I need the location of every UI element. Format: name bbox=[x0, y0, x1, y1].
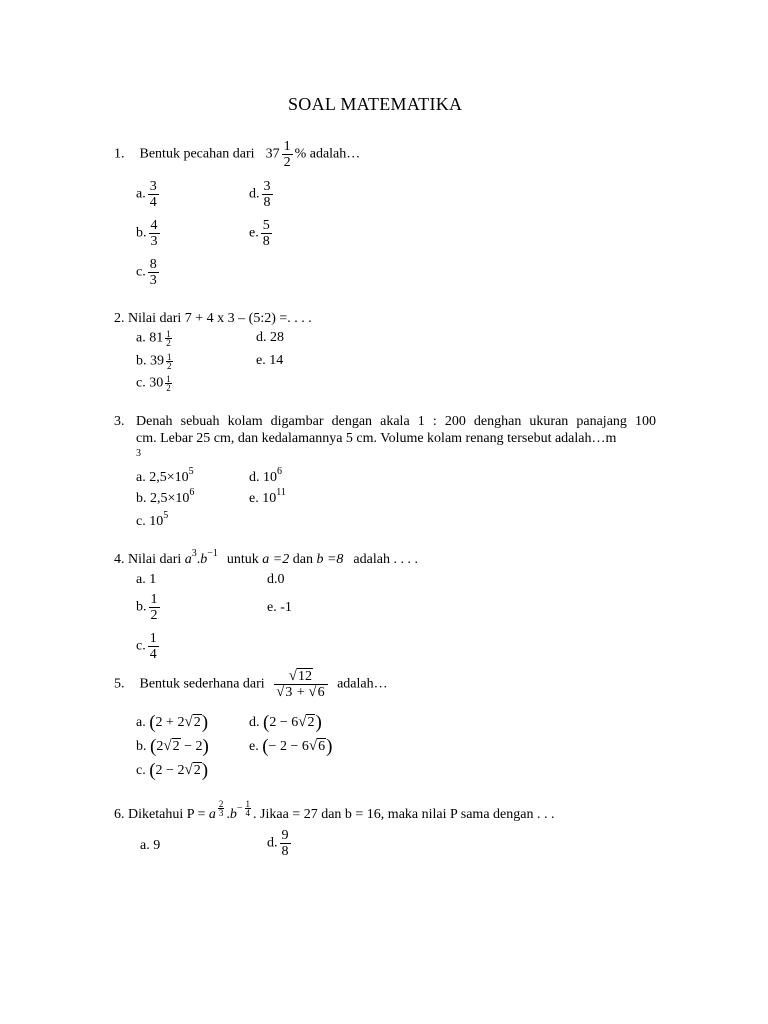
q5-expression: $\frac{√12}{√3 + √6}$ bbox=[274, 669, 327, 700]
q1-half-fraction: $\frac{1}{2}$ bbox=[283, 139, 291, 170]
q6-option-a: a. 9 bbox=[140, 838, 161, 853]
q3-line-2: cm. Lebar 25 cm, dan kedalamannya 5 cm. Volume kolam renang tersebut adalah…m bbox=[136, 431, 617, 446]
q1-d-fraction: $\frac{3}{8}$ bbox=[263, 179, 271, 210]
q2-b-fraction: $\frac{1}{2}$ bbox=[167, 352, 172, 371]
q1-option-d: d. $\frac{3}{8}$ bbox=[249, 179, 271, 210]
q4-option-b: b. $\frac{1}{2}$ bbox=[136, 592, 158, 623]
q1-whole: 37 bbox=[265, 146, 280, 162]
question-6: 6. Diketahui P = a $^{\frac{2}{3}}$ $.b^{- \frac{1}{4}}$ . Jika a = 27 dan b = 16, maka nilai P sama dengan . . . bbox=[114, 799, 555, 822]
q4-option-d: d.0 bbox=[267, 572, 285, 587]
q4-option-c: c. $\frac{1}{4}$ bbox=[136, 631, 157, 662]
q1-option-a: a. $\frac{3}{4}$ bbox=[136, 179, 157, 210]
q4-option-e: e. -1 bbox=[267, 600, 292, 615]
q3-option-d: d. $10^6$ bbox=[249, 466, 282, 485]
q3-option-b: b. $2,5\times 10^6$ bbox=[136, 487, 195, 506]
q4-b-fraction: $\frac{1}{2}$ bbox=[150, 592, 158, 623]
q6-option-d: d. $\frac{9}{8}$ bbox=[267, 828, 289, 859]
q5-option-e: e. (− 2 − 6√6) bbox=[249, 736, 333, 757]
q2-c-fraction: $\frac{1}{2}$ bbox=[166, 374, 171, 393]
question-2: 2. Nilai dari 7 + 4 x 3 – (5:2) =. . . . bbox=[114, 311, 312, 326]
q1-c-fraction: $\frac{8}{3}$ bbox=[149, 257, 157, 288]
q2-option-b: b. 39 $\frac{1}{2}$ bbox=[136, 352, 172, 371]
q3-option-e: e. $10^{11}$ bbox=[249, 487, 286, 506]
q1-option-c: c. $\frac{8}{3}$ bbox=[136, 257, 157, 288]
question-1 bbox=[114, 139, 360, 170]
page-title: SOAL MATEMATIKA bbox=[288, 94, 463, 114]
q1-option-b: b. $\frac{4}{3}$ bbox=[136, 218, 158, 249]
q4-option-a: a. 1 bbox=[136, 572, 157, 587]
q3-option-c: c. $10^5$ bbox=[136, 510, 169, 529]
q4-c-fraction: $\frac{1}{4}$ bbox=[149, 631, 157, 662]
q2-option-e: e. 14 bbox=[256, 353, 284, 368]
q2-option-a: a. 81 $\frac{1}{2}$ bbox=[136, 329, 171, 348]
q5-option-c: c. (2 − 2√2) bbox=[136, 760, 209, 781]
question-4: 4. Nilai dari $a^3.b^{-1}$ untuk a =2 dan b =8 adalah . . . . bbox=[114, 548, 418, 567]
q3-line-3: 3 bbox=[136, 448, 141, 459]
q6-d-fraction: $\frac{9}{8}$ bbox=[281, 828, 289, 859]
q1-lead: Bentuk pecahan dari bbox=[139, 146, 255, 162]
q1-a-fraction: $\frac{3}{4}$ bbox=[149, 179, 157, 210]
q1-option-e: e. $\frac{5}{8}$ bbox=[249, 218, 270, 249]
q5-option-a: a. (2 + 2√2) bbox=[136, 712, 209, 733]
q3-number: 3. bbox=[114, 414, 125, 429]
question-5: 5. Bentuk sederhana dari $\frac{√12}{√3 + √6}$ adalah… bbox=[114, 668, 388, 700]
q1-tail: % adalah… bbox=[294, 146, 361, 162]
q1-e-fraction: $\frac{5}{8}$ bbox=[262, 218, 270, 249]
q5-option-d: d. (2 − 6√2) bbox=[249, 712, 322, 733]
q3-option-a: a. $2,5\times 10^5$ bbox=[136, 466, 194, 485]
q3-line-1: Denah sebuah kolam digambar dengan akala 1 : 200 denghan ukuran panajang 100 bbox=[136, 414, 656, 429]
q5-option-b: b. (2√2 − 2) bbox=[136, 736, 209, 757]
q1-b-fraction: $\frac{4}{3}$ bbox=[150, 218, 158, 249]
q1-number: 1. bbox=[114, 146, 125, 162]
q2-option-c: c. 30 $\frac{1}{2}$ bbox=[136, 374, 171, 393]
q2-a-fraction: $\frac{1}{2}$ bbox=[166, 329, 171, 348]
q2-option-d: d. 28 bbox=[256, 330, 284, 345]
